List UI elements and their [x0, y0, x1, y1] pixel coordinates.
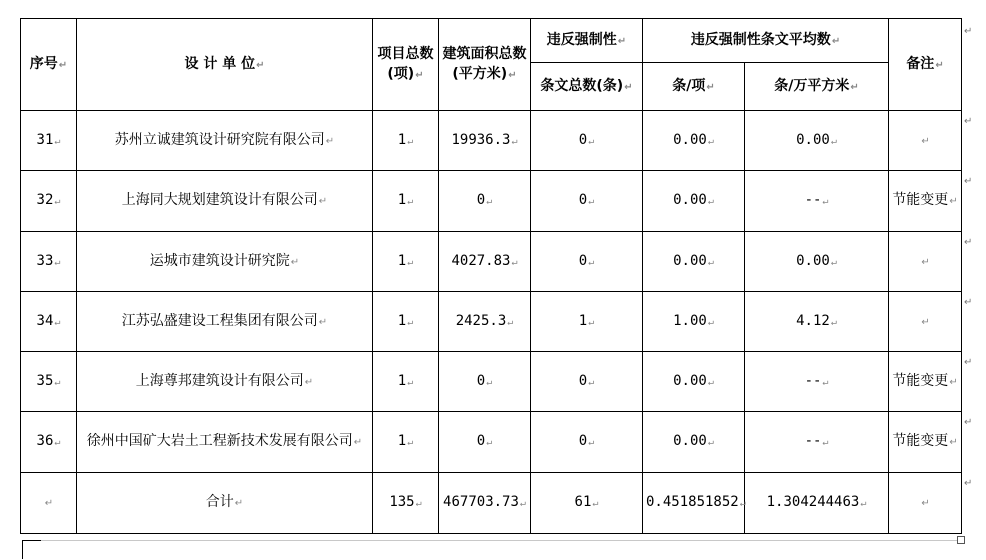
- row-end-mark: ↵: [964, 116, 973, 127]
- cell-area: 0↵: [439, 171, 531, 232]
- header-unit: 设 计 单 位↵: [77, 19, 373, 111]
- header-row-top: [21, 19, 962, 63]
- row-end-mark: ↵: [964, 357, 973, 368]
- table-row: [21, 412, 962, 473]
- table-row: [21, 352, 962, 412]
- header-per-area: 条/万平方米↵: [745, 63, 889, 111]
- cell-area: 0↵: [439, 352, 531, 412]
- cell-per-area: 0.00↵: [745, 232, 889, 292]
- cell-unit: 运城市建筑设计研究院↵: [77, 232, 373, 292]
- cell-area: 2425.3↵: [439, 292, 531, 352]
- cell-per-area: 4.12↵: [745, 292, 889, 352]
- cell-unit: 苏州立诚建筑设计研究院有限公司↵: [77, 111, 373, 171]
- cell-seq: 31↵: [21, 111, 77, 171]
- row-end-mark: ↵: [964, 297, 973, 308]
- cell-seq: 32↵: [21, 171, 77, 232]
- header-per-project: 条/项↵: [643, 63, 745, 111]
- cell-remark: 节能变更↵: [889, 352, 962, 412]
- cell-per-project: 0.00↵: [643, 171, 745, 232]
- total-row: [21, 473, 962, 534]
- cell-remark: ↵: [889, 292, 962, 352]
- compliance-table: [20, 18, 962, 534]
- cell-remark: ↵: [889, 232, 962, 292]
- cell-per-area: --↵: [745, 352, 889, 412]
- cell-per-area: --↵: [745, 171, 889, 232]
- cell-projects: 1↵: [373, 352, 439, 412]
- cell-seq: 33↵: [21, 232, 77, 292]
- header-area: 建筑面积总数(平方米)↵: [439, 19, 531, 111]
- cell-per-project: 0.00↵: [643, 232, 745, 292]
- header-violations-bottom: 条文总数(条)↵: [531, 63, 643, 111]
- cell-seq: 35↵: [21, 352, 77, 412]
- table-row: [21, 232, 962, 292]
- page-bottom-line: [22, 540, 961, 541]
- table-resize-handle[interactable]: [957, 536, 965, 544]
- table-row: [21, 292, 962, 352]
- cell-area: 0↵: [439, 412, 531, 473]
- cell-per-project: 1.00↵: [643, 292, 745, 352]
- row-end-mark: ↵: [964, 26, 973, 37]
- cell-unit: 徐州中国矿大岩土工程新技术发展有限公司↵: [77, 412, 373, 473]
- cell-projects: 1↵: [373, 171, 439, 232]
- cell-remark: ↵: [889, 111, 962, 171]
- total-label: 合计↵: [77, 473, 373, 534]
- total-seq: ↵: [21, 473, 77, 534]
- cell-unit: 江苏弘盛建设工程集团有限公司↵: [77, 292, 373, 352]
- cell-unit: 上海同大规划建筑设计有限公司↵: [77, 171, 373, 232]
- total-projects: 135↵: [373, 473, 439, 534]
- row-end-mark: ↵: [964, 417, 973, 428]
- header-seq: 序号↵: [21, 19, 77, 111]
- cell-per-area: --↵: [745, 412, 889, 473]
- cell-per-project: 0.00↵: [643, 352, 745, 412]
- cell-violations: 1↵: [531, 292, 643, 352]
- table-row: [21, 111, 962, 171]
- cell-area: 4027.83↵: [439, 232, 531, 292]
- total-per-project: 0.451851852↵: [643, 473, 745, 534]
- cell-projects: 1↵: [373, 111, 439, 171]
- cell-violations: 0↵: [531, 111, 643, 171]
- cell-remark: 节能变更↵: [889, 412, 962, 473]
- cell-per-project: 0.00↵: [643, 412, 745, 473]
- cell-seq: 34↵: [21, 292, 77, 352]
- cell-projects: 1↵: [373, 232, 439, 292]
- cell-seq: 36↵: [21, 412, 77, 473]
- header-average: 违反强制性条文平均数↵: [643, 19, 889, 63]
- row-end-mark: ↵: [964, 478, 973, 489]
- cell-projects: 1↵: [373, 292, 439, 352]
- cell-violations: 0↵: [531, 171, 643, 232]
- total-per-area: 1.304244463↵: [745, 473, 889, 534]
- cell-projects: 1↵: [373, 412, 439, 473]
- cell-unit: 上海尊邦建筑设计有限公司↵: [77, 352, 373, 412]
- total-area: 467703.73↵: [439, 473, 531, 534]
- cell-remark: 节能变更↵: [889, 171, 962, 232]
- cell-area: 19936.3↵: [439, 111, 531, 171]
- cell-violations: 0↵: [531, 232, 643, 292]
- paragraph-corner-mark: [22, 540, 41, 559]
- header-remarks: 备注↵: [889, 19, 962, 111]
- cell-per-project: 0.00↵: [643, 111, 745, 171]
- cell-per-area: 0.00↵: [745, 111, 889, 171]
- header-projects: 项目总数(项)↵: [373, 19, 439, 111]
- row-end-mark: ↵: [964, 176, 973, 187]
- cell-violations: 0↵: [531, 352, 643, 412]
- table-row: [21, 171, 962, 232]
- row-end-mark: ↵: [964, 237, 973, 248]
- total-remark: ↵: [889, 473, 962, 534]
- total-violations: 61↵: [531, 473, 643, 534]
- header-violations-top: 违反强制性↵: [531, 19, 643, 63]
- cell-violations: 0↵: [531, 412, 643, 473]
